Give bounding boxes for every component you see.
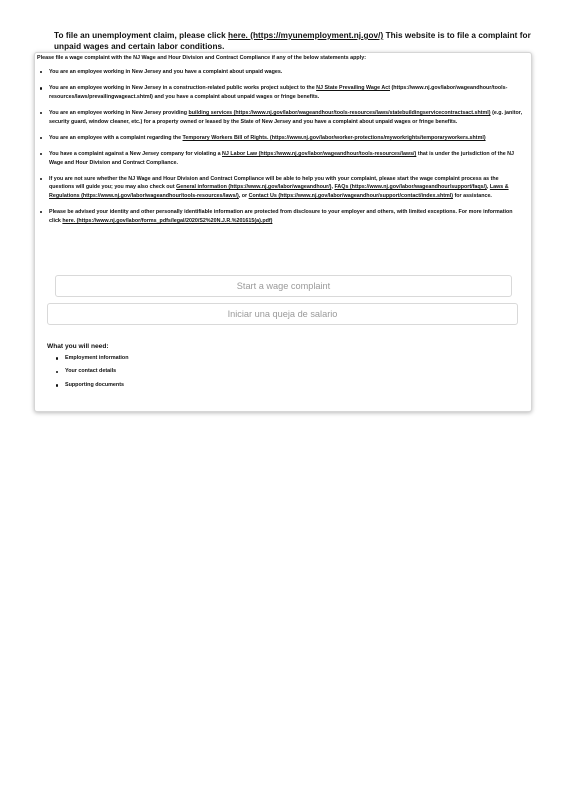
eligibility-item [39,68,525,77]
nj-labor-law-link[interactable]: NJ Labor Law (https://www.nj.gov/labor/wageandhour/tools-resources/laws/) [222,150,417,157]
contact-us-link[interactable]: Contact Us (https://www.nj.gov/labor/wageandhour/support/contact/index.shtml) [248,192,453,199]
page-header [54,31,538,52]
statement-text: , [331,184,335,191]
statement-text: , [486,184,490,191]
statement-text: for assistance. [453,192,492,199]
eligibility-item [39,134,525,143]
intro-text: Please file a wage complaint with the NJ Wage and Hour Division and Contract Compliance if any of the below statements apply: [37,55,366,61]
eligibility-item [39,109,525,126]
eligibility-item [39,175,525,201]
what-you-need-list [55,355,129,395]
statement-text: , or [238,192,249,199]
temporary-workers-link[interactable]: Temporary Workers Bill of Rights. (https://www.nj.gov/labor/worker-protections/myworkrights/temporaryworkers.shtml) [182,134,486,141]
statement-text: You are an employee working in New Jersey in a construction-related public works project subject to the [49,85,317,92]
privacy-info-link[interactable]: here. (https://www.nj.gov/labor/forms_pdfs/legal/2020/S2%20N.J.R.%201615(a).pdf) [62,217,273,224]
header-text-after: This website is to file a complaint for unpaid wages and certain labor conditions. [54,31,531,51]
statement-text: Please be advised your identity and other personally identifiable information are protected from disclosure to your employer and others, with limited exceptions. For more information click [49,209,513,224]
what-you-need-heading: What you will need: [47,343,109,350]
unemployment-claim-link[interactable]: here. (https://myunemployment.nj.gov/) [228,31,384,40]
list-item: Supporting documents [55,382,129,389]
list-item: Your contact details [55,368,129,375]
iniciar-queja-button[interactable]: Iniciar una queja de salario [47,303,518,325]
statement-text: You are an employee with a complaint regarding the [49,134,183,141]
building-services-link[interactable]: building services (https://www.nj.gov/labor/wageandhour/tools-resources/laws/statebuildingservicecontractsact.shtml) [188,109,491,116]
list-item: Employment information [55,355,129,362]
statement-text: You are an employee working in New Jersey and you have a complaint about unpaid wages. [49,69,283,75]
statement-text: You have a complaint against a New Jersey company for violating a [49,150,223,157]
eligibility-item [39,150,525,167]
header-text-before: To file an unemployment claim, please click [54,31,229,40]
prevailing-wage-act-url: (https://www.nj.gov/labor/wageandhour/tools-resources/laws/prevailingwageact.shtml) [49,85,508,100]
eligibility-item [39,208,525,225]
faqs-link[interactable]: FAQs (https://www.nj.gov/labor/wageandhour/support/faqs/) [334,184,487,191]
start-wage-complaint-button[interactable]: Start a wage complaint [55,275,512,297]
laws-regulations-link[interactable]: Laws & Regulations (https://www.nj.gov/labor/wageandhour/tools-resources/laws/) [49,184,509,199]
statement-text: You are an employee working in New Jersey providing [49,109,189,116]
wage-complaint-card [34,52,532,412]
statement-text: that is under the jurisdiction of the NJ Wage and Hour Division and Contract Compliance. [49,150,515,166]
prevailing-wage-act-link[interactable]: NJ State Prevailing Wage Act [316,85,391,92]
statement-text: (e.g. janitor, security guard, window cleaner, etc.) for a property owned or leased by the State of New Jersey and you have a complaint about unpaid wages or fringe benefits. [49,109,523,125]
statement-text: and you have a complaint about unpaid wages or fringe benefits. [152,93,320,100]
general-information-link[interactable]: General information (https://www.nj.gov/labor/wageandhour/) [176,184,332,191]
eligibility-list [39,68,525,233]
eligibility-item [39,84,525,101]
statement-text: If you are not sure whether the NJ Wage and Hour Division and Contract Compliance will be able to help you with your complaint, please start the wage complaint process as the questions will guide you; you may also check out [49,175,499,191]
